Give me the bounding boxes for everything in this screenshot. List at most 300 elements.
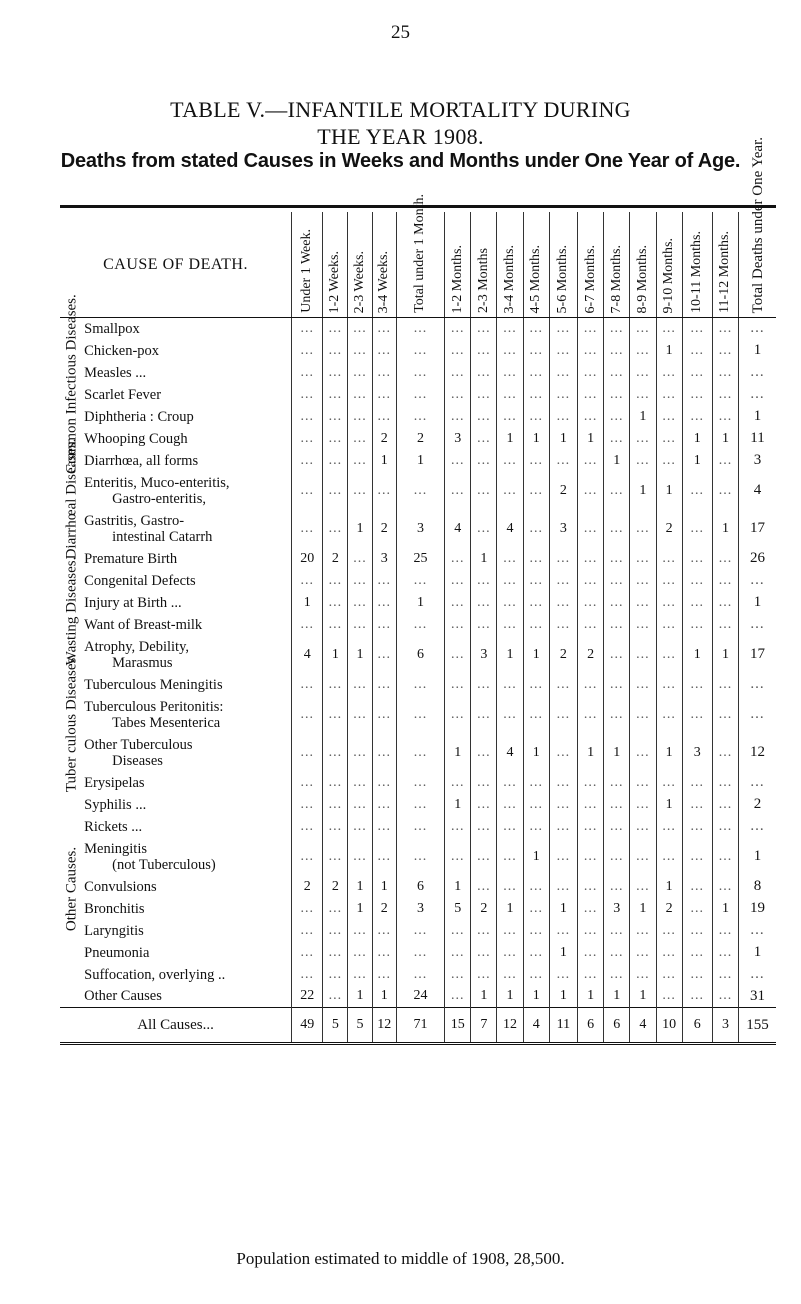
- value-cell: ...: [523, 340, 549, 362]
- value-cell: ...: [497, 674, 523, 696]
- value-cell: ...: [396, 340, 444, 362]
- value-cell: ...: [471, 362, 497, 384]
- value-cell: ...: [471, 570, 497, 592]
- value-cell: 4: [739, 472, 776, 510]
- table-row: [60, 838, 776, 876]
- value-cell: ...: [630, 876, 656, 898]
- table-row: [60, 898, 776, 920]
- value-cell: ...: [497, 340, 523, 362]
- value-cell: ...: [497, 696, 523, 734]
- value-cell: ...: [445, 362, 471, 384]
- value-cell: ...: [396, 362, 444, 384]
- cause-label: Suffocation, overlying ..: [84, 966, 226, 983]
- value-cell: ...: [656, 384, 682, 406]
- value-cell: ...: [549, 964, 577, 986]
- value-cell: ...: [348, 428, 372, 450]
- value-cell: ...: [577, 362, 603, 384]
- value-cell: ...: [323, 816, 348, 838]
- value-cell: ...: [577, 384, 603, 406]
- value-cell: ...: [445, 986, 471, 1008]
- all-causes-value: 71: [396, 1008, 444, 1044]
- value-cell: ...: [348, 772, 372, 794]
- value-cell: ...: [682, 510, 712, 548]
- value-cell: ...: [323, 472, 348, 510]
- value-cell: ...: [348, 920, 372, 942]
- value-cell: ...: [656, 964, 682, 986]
- value-cell: ...: [630, 570, 656, 592]
- value-cell: ...: [372, 362, 396, 384]
- value-cell: 1: [372, 986, 396, 1008]
- value-cell: 1: [739, 942, 776, 964]
- value-cell: ...: [323, 428, 348, 450]
- value-cell: ...: [523, 450, 549, 472]
- cause-cell: [84, 548, 291, 570]
- value-cell: ...: [630, 772, 656, 794]
- all-causes-value: 6: [682, 1008, 712, 1044]
- value-cell: ...: [604, 674, 630, 696]
- value-cell: ...: [549, 362, 577, 384]
- value-cell: 1: [348, 898, 372, 920]
- cause-label: Premature Birth: [84, 550, 178, 567]
- value-cell: ...: [712, 838, 738, 876]
- value-cell: ...: [348, 838, 372, 876]
- value-cell: ...: [630, 548, 656, 570]
- table-row: [60, 614, 776, 636]
- value-cell: ...: [292, 734, 323, 772]
- value-cell: ...: [712, 472, 738, 510]
- value-cell: ...: [549, 794, 577, 816]
- all-causes-label: All Causes...: [60, 1008, 292, 1044]
- value-cell: ...: [323, 362, 348, 384]
- value-cell: ...: [323, 570, 348, 592]
- value-cell: ...: [497, 964, 523, 986]
- value-cell: ...: [396, 734, 444, 772]
- value-cell: ...: [577, 570, 603, 592]
- value-cell: ...: [604, 920, 630, 942]
- value-cell: 26: [739, 548, 776, 570]
- value-cell: 1: [497, 428, 523, 450]
- value-cell: ...: [604, 340, 630, 362]
- value-cell: ...: [372, 570, 396, 592]
- value-cell: ...: [445, 472, 471, 510]
- value-cell: ...: [577, 592, 603, 614]
- value-cell: 31: [739, 986, 776, 1008]
- value-cell: 3: [682, 734, 712, 772]
- value-cell: ...: [497, 362, 523, 384]
- value-cell: ...: [549, 816, 577, 838]
- value-cell: ...: [604, 942, 630, 964]
- value-cell: ...: [323, 794, 348, 816]
- cause-label: Pneumonia: [84, 944, 150, 961]
- value-cell: ...: [497, 816, 523, 838]
- cause-label: Tabes Mesenterica: [112, 714, 221, 731]
- value-cell: ...: [656, 696, 682, 734]
- table-title: [0, 96, 801, 150]
- value-cell: ...: [372, 340, 396, 362]
- value-cell: ...: [497, 876, 523, 898]
- value-cell: ...: [323, 964, 348, 986]
- value-cell: ...: [549, 696, 577, 734]
- table-row: [60, 428, 776, 450]
- value-cell: 6: [396, 636, 444, 674]
- value-cell: 2: [656, 510, 682, 548]
- value-cell: 1: [739, 340, 776, 362]
- table-row: [60, 986, 776, 1008]
- value-cell: 1: [348, 876, 372, 898]
- value-cell: 1: [396, 592, 444, 614]
- value-cell: ...: [445, 696, 471, 734]
- value-cell: ...: [739, 964, 776, 986]
- value-cell: ...: [348, 816, 372, 838]
- value-cell: 2: [549, 636, 577, 674]
- cause-cell: [84, 510, 291, 548]
- value-cell: 1: [549, 898, 577, 920]
- value-cell: ...: [656, 942, 682, 964]
- value-cell: 1: [445, 876, 471, 898]
- value-cell: ...: [604, 472, 630, 510]
- value-cell: ...: [348, 384, 372, 406]
- value-cell: ...: [292, 838, 323, 876]
- value-cell: ...: [577, 816, 603, 838]
- value-cell: ...: [549, 406, 577, 428]
- value-cell: 2: [739, 794, 776, 816]
- value-cell: ...: [372, 696, 396, 734]
- value-cell: ...: [712, 876, 738, 898]
- value-cell: ...: [292, 428, 323, 450]
- value-cell: ...: [656, 570, 682, 592]
- value-cell: ...: [604, 510, 630, 548]
- column-header: [348, 212, 372, 318]
- value-cell: ...: [682, 592, 712, 614]
- cause-cell: [84, 362, 291, 384]
- value-cell: ...: [577, 340, 603, 362]
- value-cell: 1: [712, 898, 738, 920]
- value-cell: ...: [549, 570, 577, 592]
- value-cell: ...: [604, 428, 630, 450]
- column-header-label: 7-8 Months.: [608, 244, 624, 313]
- value-cell: 1: [712, 636, 738, 674]
- cause-label: Other Causes: [84, 988, 162, 1005]
- cause-label: Scarlet Fever: [84, 386, 162, 403]
- value-cell: ...: [712, 570, 738, 592]
- cause-label: Rickets ...: [84, 818, 143, 835]
- value-cell: ...: [471, 384, 497, 406]
- value-cell: ...: [630, 384, 656, 406]
- value-cell: 1: [445, 794, 471, 816]
- value-cell: 1: [523, 636, 549, 674]
- value-cell: 1: [630, 898, 656, 920]
- value-cell: ...: [630, 964, 656, 986]
- cause-of-death-header: CAUSE OF DEATH.: [60, 212, 292, 318]
- cause-label: intestinal Catarrh: [112, 528, 213, 545]
- value-cell: ...: [523, 898, 549, 920]
- value-cell: 1: [630, 472, 656, 510]
- value-cell: ...: [348, 362, 372, 384]
- value-cell: ...: [348, 548, 372, 570]
- value-cell: ...: [323, 898, 348, 920]
- value-cell: ...: [471, 734, 497, 772]
- value-cell: 1: [656, 734, 682, 772]
- value-cell: ...: [348, 340, 372, 362]
- value-cell: 1: [604, 734, 630, 772]
- cause-label: Tuberculous Peritonitis:: [84, 698, 224, 715]
- value-cell: 2: [471, 898, 497, 920]
- value-cell: ...: [712, 450, 738, 472]
- cause-cell: [84, 318, 291, 340]
- value-cell: ...: [523, 592, 549, 614]
- column-header: [577, 212, 603, 318]
- value-cell: ...: [682, 696, 712, 734]
- value-cell: ...: [656, 674, 682, 696]
- value-cell: ...: [656, 450, 682, 472]
- value-cell: ...: [604, 636, 630, 674]
- all-causes-row: [60, 1008, 776, 1044]
- value-cell: ...: [682, 876, 712, 898]
- value-cell: ...: [604, 318, 630, 340]
- value-cell: ...: [739, 614, 776, 636]
- value-cell: 25: [396, 548, 444, 570]
- value-cell: 1: [604, 450, 630, 472]
- value-cell: 1: [523, 734, 549, 772]
- all-causes-value: 4: [630, 1008, 656, 1044]
- value-cell: ...: [445, 548, 471, 570]
- value-cell: ...: [712, 548, 738, 570]
- table-row: [60, 510, 776, 548]
- value-cell: ...: [396, 942, 444, 964]
- column-header-label: 3-4 Months.: [502, 244, 518, 313]
- value-cell: ...: [682, 472, 712, 510]
- value-cell: ...: [682, 570, 712, 592]
- value-cell: ...: [739, 920, 776, 942]
- table-row: [60, 362, 776, 384]
- all-causes-value: 49: [292, 1008, 323, 1044]
- value-cell: ...: [323, 674, 348, 696]
- value-cell: ...: [292, 406, 323, 428]
- cause-label: Diseases: [112, 752, 163, 769]
- value-cell: ...: [471, 592, 497, 614]
- value-cell: ...: [682, 838, 712, 876]
- column-header-label: 9-10 Months.: [661, 237, 677, 313]
- value-cell: ...: [497, 450, 523, 472]
- value-cell: ...: [292, 942, 323, 964]
- value-cell: ...: [323, 406, 348, 428]
- value-cell: 1: [577, 986, 603, 1008]
- value-cell: ...: [739, 384, 776, 406]
- cause-label: Chicken-pox: [84, 342, 160, 359]
- value-cell: 1: [292, 592, 323, 614]
- cause-cell: [84, 340, 291, 362]
- value-cell: ...: [523, 384, 549, 406]
- column-header-label: Total Deaths under One Year.: [749, 136, 766, 313]
- value-cell: ...: [348, 964, 372, 986]
- value-cell: 1: [497, 898, 523, 920]
- table-row: [60, 794, 776, 816]
- group-name: Common Infectious Diseases.: [63, 293, 80, 474]
- value-cell: ...: [523, 942, 549, 964]
- table-row: [60, 472, 776, 510]
- value-cell: 1: [348, 510, 372, 548]
- cause-label: Syphilis ...: [84, 796, 147, 813]
- group-label: [60, 772, 84, 1008]
- value-cell: ...: [471, 318, 497, 340]
- value-cell: ...: [471, 696, 497, 734]
- cause-label: Gastro-enteritis,: [112, 490, 206, 507]
- value-cell: 1: [372, 450, 396, 472]
- value-cell: ...: [682, 548, 712, 570]
- value-cell: 1: [656, 794, 682, 816]
- value-cell: ...: [372, 406, 396, 428]
- value-cell: ...: [577, 964, 603, 986]
- value-cell: ...: [445, 592, 471, 614]
- value-cell: ...: [348, 696, 372, 734]
- value-cell: ...: [523, 472, 549, 510]
- value-cell: ...: [523, 696, 549, 734]
- value-cell: ...: [471, 450, 497, 472]
- value-cell: ...: [739, 570, 776, 592]
- value-cell: 1: [739, 406, 776, 428]
- value-cell: ...: [348, 794, 372, 816]
- group-name: Other Causes.: [63, 847, 80, 932]
- value-cell: 2: [396, 428, 444, 450]
- value-cell: ...: [348, 472, 372, 510]
- value-cell: ...: [292, 472, 323, 510]
- value-cell: ...: [523, 548, 549, 570]
- value-cell: 1: [712, 428, 738, 450]
- column-header-label: 11-12 Months.: [717, 231, 733, 313]
- cause-label: Bronchitis: [84, 900, 145, 917]
- value-cell: ...: [523, 614, 549, 636]
- value-cell: ...: [630, 450, 656, 472]
- value-cell: ...: [396, 674, 444, 696]
- value-cell: ...: [497, 920, 523, 942]
- value-cell: 22: [292, 986, 323, 1008]
- value-cell: ...: [712, 592, 738, 614]
- value-cell: ...: [712, 794, 738, 816]
- value-cell: ...: [292, 920, 323, 942]
- value-cell: ...: [604, 384, 630, 406]
- value-cell: ...: [497, 570, 523, 592]
- value-cell: ...: [471, 472, 497, 510]
- value-cell: 2: [549, 472, 577, 510]
- group-label: [60, 438, 84, 559]
- value-cell: ...: [323, 986, 348, 1008]
- column-header: [656, 212, 682, 318]
- group-label: [60, 653, 84, 792]
- value-cell: ...: [396, 964, 444, 986]
- value-cell: ...: [577, 942, 603, 964]
- value-cell: 6: [396, 876, 444, 898]
- value-cell: ...: [292, 340, 323, 362]
- column-header-label: 8-9 Months.: [634, 244, 650, 313]
- value-cell: ...: [471, 428, 497, 450]
- value-cell: ...: [292, 318, 323, 340]
- value-cell: ...: [323, 920, 348, 942]
- value-cell: ...: [396, 920, 444, 942]
- value-cell: ...: [682, 614, 712, 636]
- value-cell: ...: [292, 570, 323, 592]
- value-cell: 1: [445, 734, 471, 772]
- value-cell: ...: [577, 406, 603, 428]
- value-cell: ...: [549, 838, 577, 876]
- value-cell: ...: [445, 406, 471, 428]
- cause-cell: [84, 734, 291, 772]
- table-row: [60, 942, 776, 964]
- value-cell: ...: [630, 340, 656, 362]
- value-cell: ...: [656, 406, 682, 428]
- value-cell: 3: [739, 450, 776, 472]
- value-cell: ...: [396, 406, 444, 428]
- value-cell: ...: [630, 794, 656, 816]
- cause-cell: [84, 406, 291, 428]
- value-cell: ...: [630, 362, 656, 384]
- value-cell: ...: [323, 340, 348, 362]
- value-cell: ...: [471, 816, 497, 838]
- title-line-2: THE YEAR 1908.: [317, 124, 484, 149]
- value-cell: ...: [577, 674, 603, 696]
- value-cell: ...: [396, 794, 444, 816]
- column-header-label: 10-11 Months.: [689, 231, 705, 313]
- value-cell: ...: [292, 674, 323, 696]
- value-cell: ...: [348, 406, 372, 428]
- value-cell: ...: [497, 548, 523, 570]
- table-row: [60, 920, 776, 942]
- group-name: Wasting Diseases.: [63, 556, 80, 665]
- group-label: [60, 293, 84, 474]
- value-cell: ...: [323, 614, 348, 636]
- column-header: [682, 212, 712, 318]
- value-cell: 2: [656, 898, 682, 920]
- value-cell: ...: [396, 318, 444, 340]
- value-cell: ...: [549, 772, 577, 794]
- value-cell: ...: [497, 318, 523, 340]
- value-cell: ...: [604, 876, 630, 898]
- value-cell: ...: [523, 674, 549, 696]
- value-cell: ...: [577, 614, 603, 636]
- column-header: [604, 212, 630, 318]
- value-cell: ...: [712, 384, 738, 406]
- value-cell: ...: [445, 340, 471, 362]
- table-subtitle: Deaths from stated Causes in Weeks and Months under One Year of Age.: [60, 150, 741, 172]
- all-causes-value: 12: [372, 1008, 396, 1044]
- value-cell: 24: [396, 986, 444, 1008]
- value-cell: ...: [323, 592, 348, 614]
- value-cell: ...: [497, 614, 523, 636]
- value-cell: ...: [372, 592, 396, 614]
- value-cell: ...: [656, 548, 682, 570]
- value-cell: ...: [656, 920, 682, 942]
- value-cell: ...: [348, 450, 372, 472]
- value-cell: 1: [471, 548, 497, 570]
- value-cell: ...: [656, 986, 682, 1008]
- cause-label: Convulsions: [84, 878, 157, 895]
- cause-cell: [84, 472, 291, 510]
- value-cell: 1: [471, 986, 497, 1008]
- table-row: [60, 636, 776, 674]
- page-number: 25: [391, 22, 410, 43]
- value-cell: ...: [630, 428, 656, 450]
- value-cell: 1: [682, 450, 712, 472]
- cause-label: Erysipelas: [84, 774, 145, 791]
- value-cell: ...: [292, 794, 323, 816]
- column-header: [497, 212, 523, 318]
- value-cell: ...: [682, 340, 712, 362]
- value-cell: ...: [630, 510, 656, 548]
- column-header: [712, 212, 738, 318]
- value-cell: 2: [292, 876, 323, 898]
- value-cell: 1: [630, 406, 656, 428]
- value-cell: 1: [372, 876, 396, 898]
- value-cell: 12: [739, 734, 776, 772]
